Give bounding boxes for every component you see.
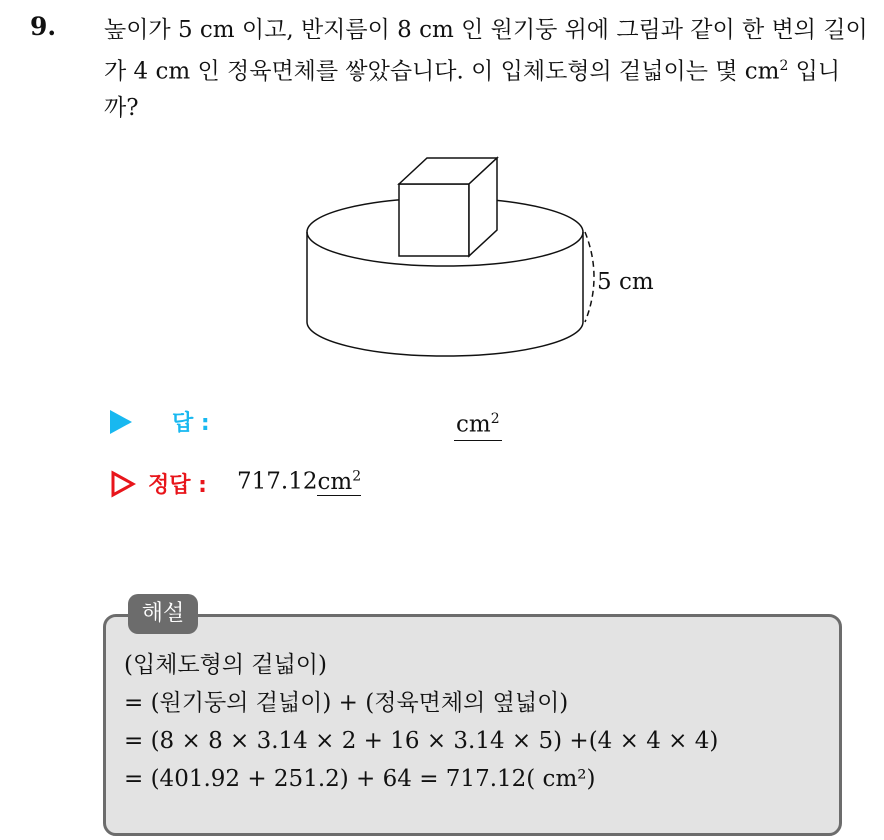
explanation-lines xyxy=(124,646,718,798)
explanation-line: = (8 × 8 × 3.14 × 2 + 16 × 3.14 × 5) +(4 × 4 × 4) xyxy=(124,728,719,754)
correct-label: 정답 : xyxy=(148,473,207,498)
answer-unit-sup: 2 xyxy=(490,411,500,427)
correct-unit-wrap xyxy=(317,469,361,496)
question-unit-sup: 2 xyxy=(779,58,789,74)
correct-triangle-icon xyxy=(110,470,136,498)
explanation-line: (입체도형의 겉넓이) xyxy=(124,652,328,678)
correct-unit-sup: 2 xyxy=(352,468,362,484)
height-label: 5 cm xyxy=(597,269,654,295)
question-number: 9. xyxy=(30,12,57,41)
answer-triangle-icon xyxy=(110,410,132,434)
cylinder-cube-figure xyxy=(295,150,675,365)
height-dimension-arc xyxy=(585,232,594,322)
question-text-end: 입니까? xyxy=(104,58,841,121)
question-text-main: 높이가 5 cm 이고, 반지름이 8 cm 인 원기둥 위에 그림과 같이 한 변의 길이가 4 cm 인 정육면체를 쌓았습니다. 이 입체도형의 겉넓이는 몇 cm xyxy=(104,17,868,85)
explanation-line: = (401.92 + 251.2) + 64 = 717.12( cm²) xyxy=(124,766,596,792)
correct-answer-row xyxy=(110,466,710,506)
answer-label: 답 : xyxy=(172,411,210,436)
correct-value-group xyxy=(237,468,361,495)
answer-unit: cm xyxy=(456,411,491,438)
answer-blank-unit xyxy=(454,404,502,441)
answer-row xyxy=(110,404,610,444)
question-text xyxy=(104,12,874,126)
explanation-tag: 해설 xyxy=(128,594,198,634)
correct-value: 717.12 xyxy=(237,468,318,495)
cube-front xyxy=(399,184,469,256)
explanation-line: = (원기둥의 겉넓이) + (정육면체의 옆넓이) xyxy=(124,690,569,716)
cylinder-bottom xyxy=(307,322,583,356)
correct-unit: cm xyxy=(317,468,353,495)
